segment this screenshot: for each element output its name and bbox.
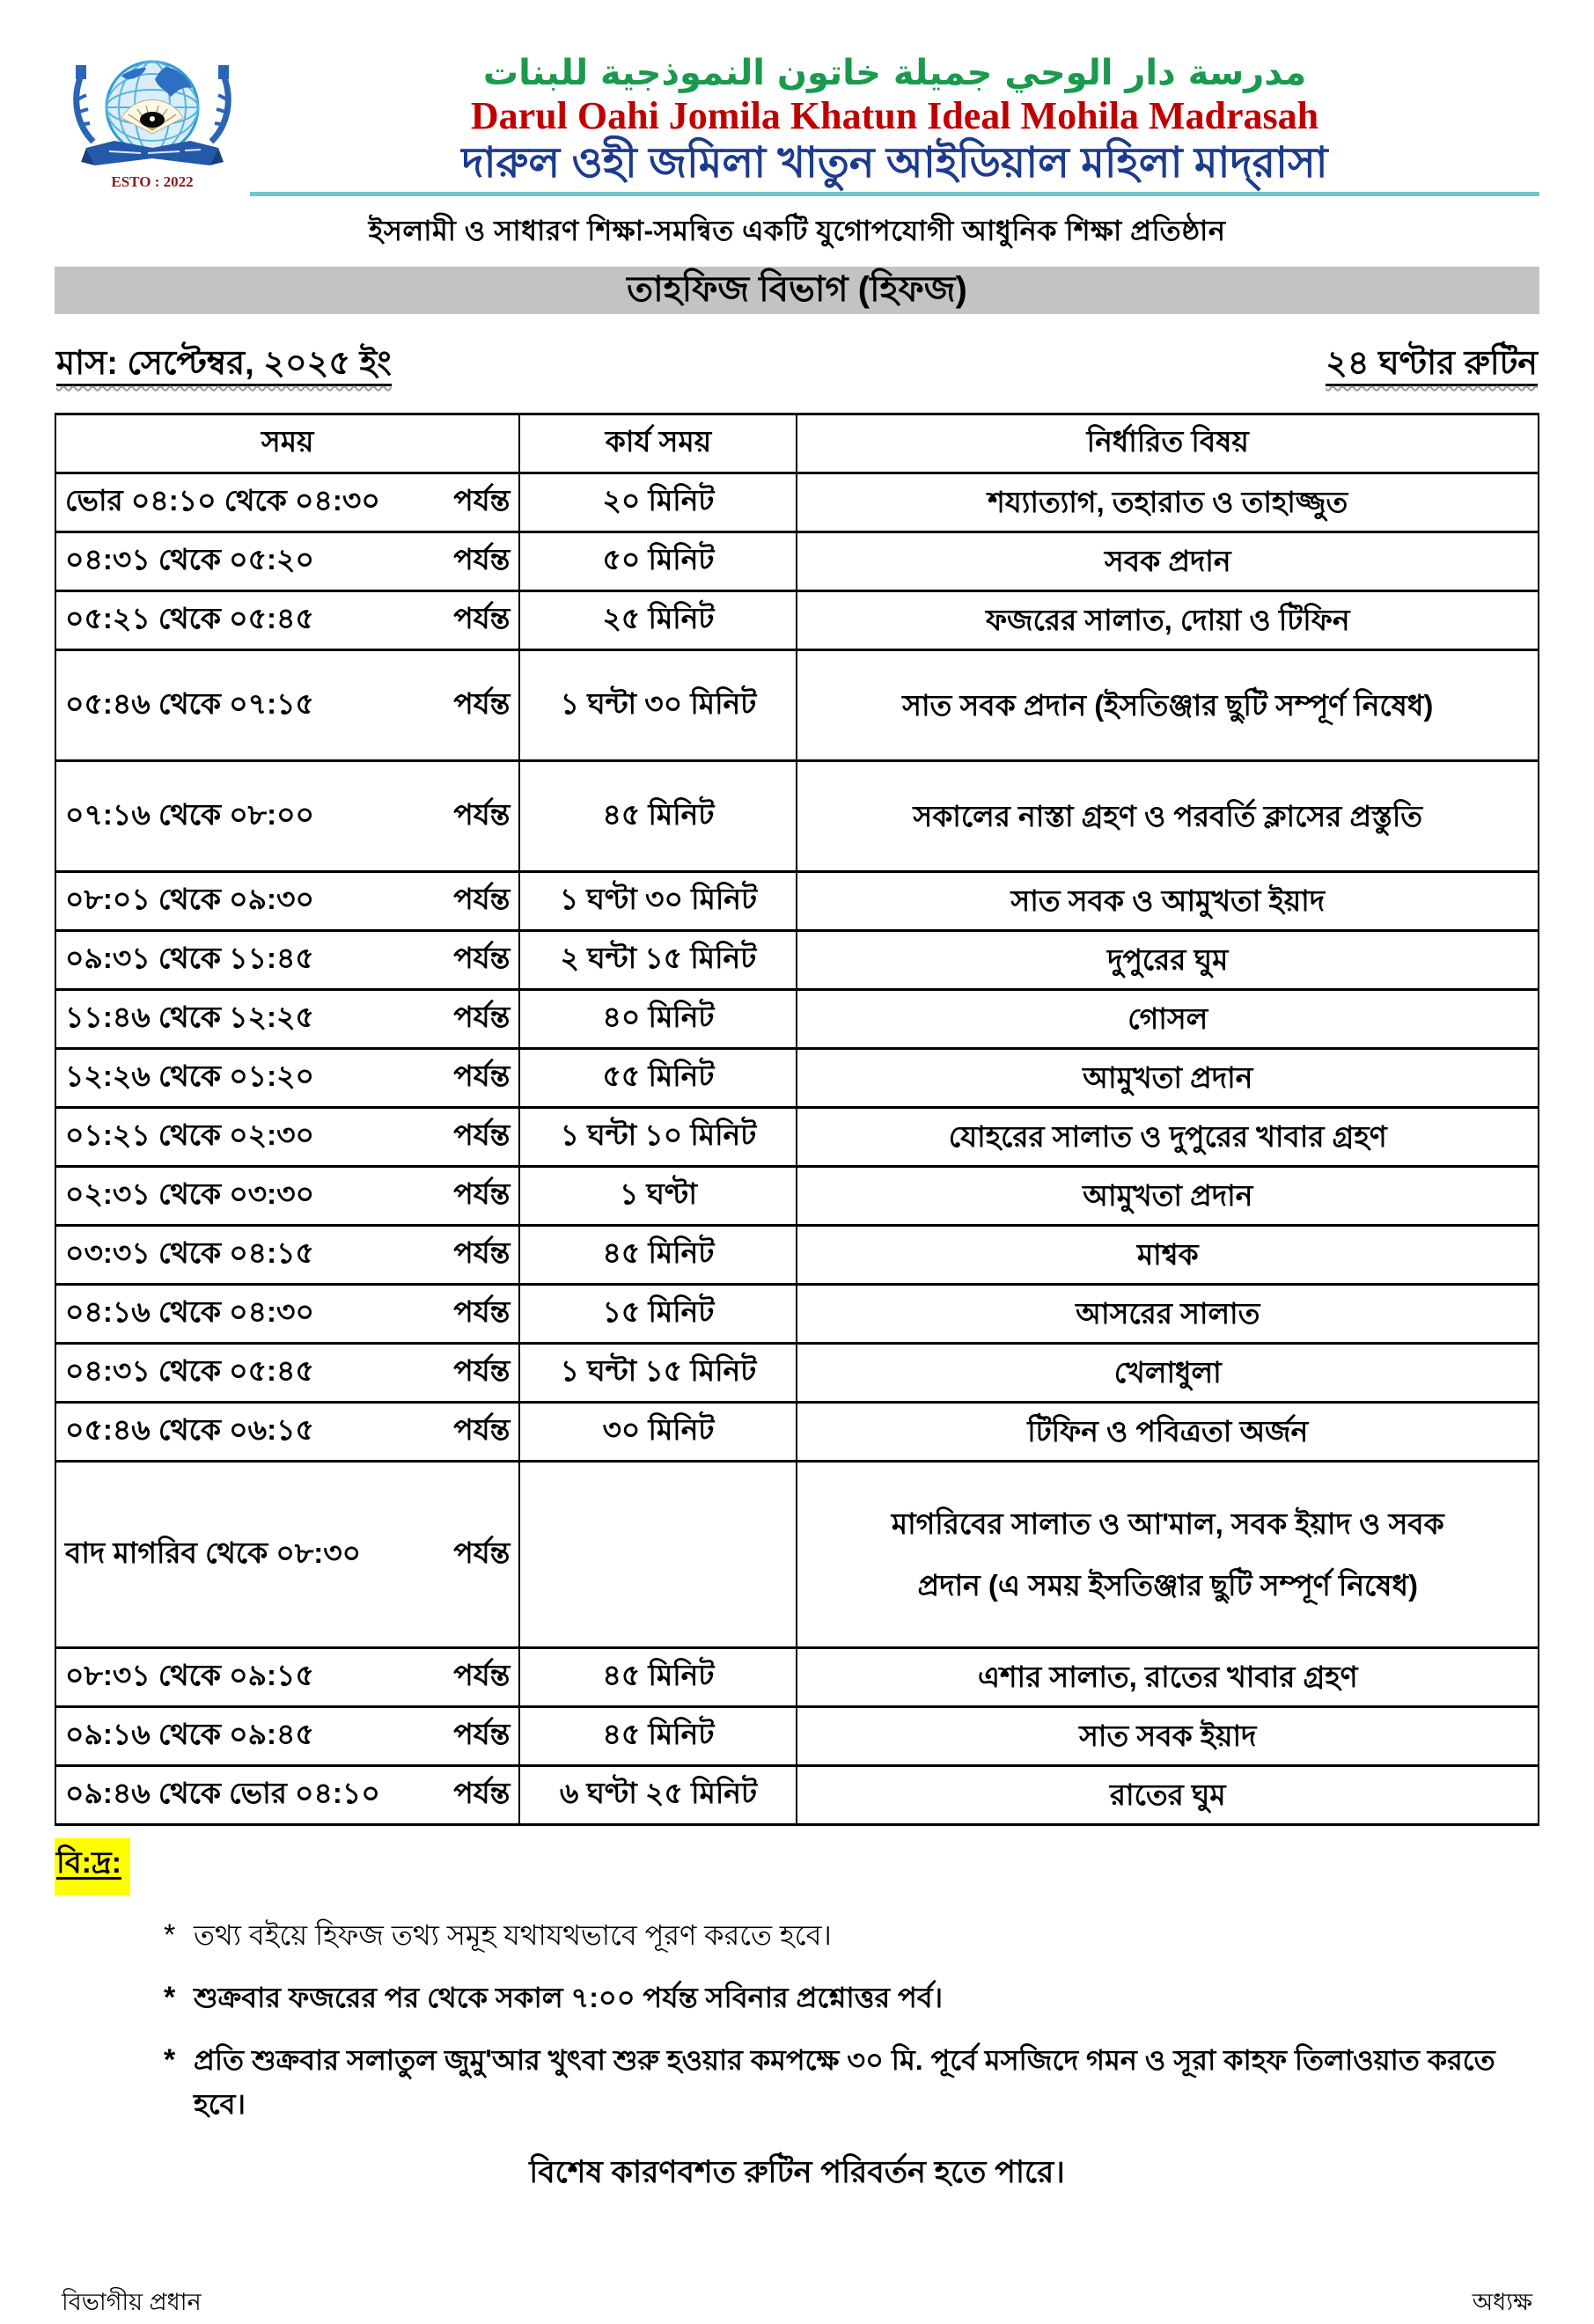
duration-cell: ২০ মিনিট <box>519 473 797 532</box>
table-row <box>55 931 1539 990</box>
time-cell <box>55 473 519 532</box>
until-label: পর্যন্ত <box>453 797 511 831</box>
subject-cell: টিফিন ও পবিত্রতা অর্জন <box>797 1403 1539 1462</box>
school-tagline: ইসলামী ও সাধারণ শিক্ষা-সমন্বিত একটি যুগোপযোগী আধুনিক শিক্ষা প্রতিষ্ঠান <box>368 215 1226 246</box>
time-cell <box>55 990 519 1049</box>
subject-cell: খেলাধুলা <box>797 1344 1539 1403</box>
time-cell <box>55 650 519 761</box>
duration-cell: ১৫ মিনিট <box>519 1285 797 1344</box>
time-cell <box>55 1707 519 1766</box>
table-row <box>55 1285 1539 1344</box>
time-cell <box>55 1226 519 1285</box>
subject-cell: রাতের ঘুম <box>797 1766 1539 1825</box>
until-label: পর্যন্ত <box>453 1118 511 1151</box>
month-label: মাস: সেপ্টেম্বর, ২০২৫ ইং <box>56 345 392 386</box>
table-row <box>55 1049 1539 1108</box>
until-label: পর্যন্ত <box>453 942 511 974</box>
until-label: পর্যন্ত <box>453 1059 511 1092</box>
time-range: ০৪:৩১ থেকে ০৫:৪৫ <box>65 1354 314 1387</box>
subject-cell: সকালের নাস্তা গ্রহণ ও পরবর্তি ক্লাসের প্রস্তুতি <box>797 761 1539 872</box>
time-cell <box>55 872 519 931</box>
time-cell <box>55 1344 519 1403</box>
duration-cell: ২ ঘন্টা ১৫ মিনিট <box>519 931 797 990</box>
school-name-block <box>250 37 1539 196</box>
until-label: পর্যন্ত <box>453 1413 511 1446</box>
time-range: ১১:৪৬ থেকে ১২:২৫ <box>65 1001 314 1033</box>
time-cell <box>55 1766 519 1825</box>
time-range: ০৭:১৬ থেকে ০৮:০০ <box>65 797 314 831</box>
routine-table <box>55 413 1539 1826</box>
table-row <box>55 1403 1539 1462</box>
table-row <box>55 1462 1539 1648</box>
time-range: ০৮:০১ থেকে ০৯:৩০ <box>65 883 314 915</box>
month-label-wrap <box>56 337 392 393</box>
until-label: পর্যন্ত <box>453 1295 511 1328</box>
table-row <box>55 761 1539 872</box>
routine-label: ২৪ ঘণ্টার রুটিন <box>1326 345 1538 386</box>
logo-esto-text: ESTO : 2022 <box>111 173 194 190</box>
until-label: পর্যন্ত <box>453 1354 511 1387</box>
duration-cell: ৬ ঘণ্টা ২৫ মিনিট <box>519 1766 797 1825</box>
col-header-time: সময় <box>55 414 519 473</box>
time-cell <box>55 1167 519 1226</box>
subject-cell: যোহরের সালাত ও দুপুরের খাবার গ্রহণ <box>797 1108 1539 1167</box>
time-cell <box>55 1285 519 1344</box>
note-text: শুক্রবার ফজরের পর থেকে সকাল ৭:০০ পর্যন্ত সবিনার প্রশ্নোত্তর পর্ব। <box>194 1982 944 2013</box>
subject-cell: সাত সবক প্রদান (ইসতিঞ্জার ছুটি সম্পূর্ণ নিষেধ) <box>797 650 1539 761</box>
time-range: ০৩:৩১ থেকে ০৪:১৫ <box>65 1236 314 1269</box>
table-row <box>55 473 1539 532</box>
duration-cell: ৪৫ মিনিট <box>519 1226 797 1285</box>
subject-cell: আমুখতা প্রদান <box>797 1167 1539 1226</box>
subject-cell: ফজরের সালাত, দোয়া ও টিফিন <box>797 591 1539 650</box>
note-bullet: * <box>164 1981 176 2014</box>
time-range: ০৯:৪৬ থেকে ভোর ০৪:১০ <box>65 1777 380 1809</box>
table-row <box>55 990 1539 1049</box>
table-row <box>55 1648 1539 1707</box>
time-range: ০৯:৩১ থেকে ১১:৪৫ <box>65 942 314 974</box>
duration-cell: ৪০ মিনিট <box>519 990 797 1049</box>
duration-cell: ১ ঘণ্টা <box>519 1167 797 1226</box>
until-label: পর্যন্ত <box>453 1177 511 1210</box>
duration-cell: ৪৫ মিনিট <box>519 1648 797 1707</box>
school-name-english: Darul Oahi Jomila Khatun Ideal Mohila Madrasah <box>470 94 1319 137</box>
note-bullet: * <box>164 2043 176 2077</box>
subject-cell: এশার সালাত, রাতের খাবার গ্রহণ <box>797 1648 1539 1707</box>
table-header-row <box>55 414 1539 473</box>
until-label: পর্যন্ত <box>453 883 511 915</box>
subject-cell: শয্যাত্যাগ, তহারাত ও তাহাজ্জুত <box>797 473 1539 532</box>
time-cell <box>55 1108 519 1167</box>
time-range: ০৫:৪৬ থেকে ০৬:১৫ <box>65 1413 314 1446</box>
note-bullet: * <box>164 1918 176 1952</box>
time-range: ০১:২১ থেকে ০২:৩০ <box>65 1118 314 1151</box>
duration-cell: ১ ঘন্টা ১৫ মিনিট <box>519 1344 797 1403</box>
department-title: তাহফিজ বিভাগ (হিফজ) <box>627 269 967 309</box>
until-label: পর্যন্ত <box>453 1718 511 1750</box>
duration-cell: ৪৫ মিনিট <box>519 761 797 872</box>
until-label: পর্যন্ত <box>453 1236 511 1269</box>
until-label: পর্যন্ত <box>453 543 511 576</box>
signature-left: বিভাগীয় প্রধান <box>62 2289 202 2315</box>
subject-cell: দুপুরের ঘুম <box>797 931 1539 990</box>
col-header-subject: নির্ধারিত বিষয় <box>797 414 1539 473</box>
note-text: তথ্য বইয়ে হিফজ তথ্য সমূহ যথাযথভাবে পূরণ করতে হবে। <box>194 1919 832 1951</box>
subject-cell: সাত সবক ও আমুখতা ইয়াদ <box>797 872 1539 931</box>
table-row <box>55 532 1539 591</box>
note-item <box>55 2038 1539 2125</box>
table-row <box>55 1167 1539 1226</box>
subject-cell: আমুখতা প্রদান <box>797 1049 1539 1108</box>
subject-cell: সাত সবক ইয়াদ <box>797 1707 1539 1766</box>
table-row <box>55 591 1539 650</box>
time-range: বাদ মাগরিব থেকে ০৮:৩০ <box>65 1536 362 1569</box>
time-cell <box>55 1462 519 1648</box>
duration-cell: ৫০ মিনিট <box>519 532 797 591</box>
duration-cell: ৩০ মিনিট <box>519 1403 797 1462</box>
time-cell <box>55 591 519 650</box>
table-row <box>55 1226 1539 1285</box>
time-range: ০৫:৪৬ থেকে ০৭:১৫ <box>65 686 314 720</box>
duration-cell: ১ ঘন্টা ৩০ মিনিট <box>519 650 797 761</box>
table-row <box>55 872 1539 931</box>
note-text: প্রতি শুক্রবার সলাতুল জুমু'আর খুৎবা শুরু হওয়ার কমপক্ষে ৩০ মি. পূর্বে মসজিদে গমন ও সূরা কাহফ তিলাওয়াত করতে হবে। <box>194 2044 1495 2120</box>
nb-label: বি:দ্র: <box>55 1838 130 1895</box>
header-divider <box>250 192 1539 196</box>
table-row <box>55 1108 1539 1167</box>
time-cell <box>55 532 519 591</box>
note-item <box>55 1913 1539 1958</box>
until-label: পর্যন্ত <box>453 1659 511 1691</box>
meta-row <box>55 337 1539 393</box>
subject-cell: গোসল <box>797 990 1539 1049</box>
time-cell <box>55 1648 519 1707</box>
note-item <box>55 1976 1539 2020</box>
time-cell <box>55 1403 519 1462</box>
col-header-duration: কার্য সময় <box>519 414 797 473</box>
change-note: বিশেষ কারণবশত রুটিন পরিবর্তন হতে পারে। <box>529 2155 1065 2189</box>
school-logo <box>55 37 250 202</box>
time-cell <box>55 761 519 872</box>
time-range: ০২:৩১ থেকে ০৩:৩০ <box>65 1177 315 1210</box>
signature-row <box>55 2284 1539 2324</box>
time-range: ০৯:১৬ থেকে ০৯:৪৫ <box>65 1718 314 1750</box>
until-label: পর্যন্ত <box>453 1777 511 1809</box>
duration-cell: ২৫ মিনিট <box>519 591 797 650</box>
school-name-arabic: مدرسة دار الوحي جميلة خاتون النموذجية للبنات <box>482 53 1307 93</box>
time-range: ১২:২৬ থেকে ০১:২০ <box>65 1059 314 1092</box>
duration-cell: ১ ঘন্টা ১০ মিনিট <box>519 1108 797 1167</box>
subject-cell: মাগরিবের সালাত ও আ'মাল, সবক ইয়াদ ও সবক প্রদান (এ সময় ইসতিঞ্জার ছুটি সম্পূর্ণ নিষেধ) <box>797 1462 1539 1648</box>
table-row <box>55 1344 1539 1403</box>
table-row <box>55 650 1539 761</box>
until-label: পর্যন্ত <box>453 1536 511 1569</box>
table-row <box>55 1766 1539 1825</box>
duration-cell <box>519 1462 797 1648</box>
until-label: পর্যন্ত <box>453 1001 511 1033</box>
subject-cell: সবক প্রদান <box>797 532 1539 591</box>
duration-cell: ১ ঘণ্টা ৩০ মিনিট <box>519 872 797 931</box>
time-range: ০৮:৩১ থেকে ০৯:১৫ <box>65 1659 314 1691</box>
time-cell <box>55 931 519 990</box>
until-label: পর্যন্ত <box>453 686 511 720</box>
time-range: ০৪:৩১ থেকে ০৫:২০ <box>65 543 314 576</box>
time-cell <box>55 1049 519 1108</box>
letterhead <box>55 37 1539 202</box>
department-banner <box>55 267 1539 314</box>
school-name-bengali: দারুল ওহী জমিলা খাতুন আইডিয়াল মহিলা মাদ্‌রাসা <box>461 140 1328 187</box>
subject-cell: মাশ্বক <box>797 1226 1539 1285</box>
subject-cell: আসরের সালাত <box>797 1285 1539 1344</box>
until-label: পর্যন্ত <box>453 484 511 517</box>
routine-label-wrap <box>1326 337 1538 393</box>
time-range: ০৪:১৬ থেকে ০৪:৩০ <box>65 1295 314 1328</box>
duration-cell: ৪৫ মিনিট <box>519 1707 797 1766</box>
notes-section <box>55 1838 1539 2125</box>
school-logo-emblem <box>60 49 245 197</box>
time-range: ভোর ০৪:১০ থেকে ০৪:৩০ <box>65 484 380 517</box>
until-label: পর্যন্ত <box>453 602 511 634</box>
duration-cell: ৫৫ মিনিট <box>519 1049 797 1108</box>
time-range: ০৫:২১ থেকে ০৫:৪৫ <box>65 602 314 634</box>
table-row <box>55 1707 1539 1766</box>
signature-right: অধ্যক্ষ <box>1472 2289 1532 2315</box>
